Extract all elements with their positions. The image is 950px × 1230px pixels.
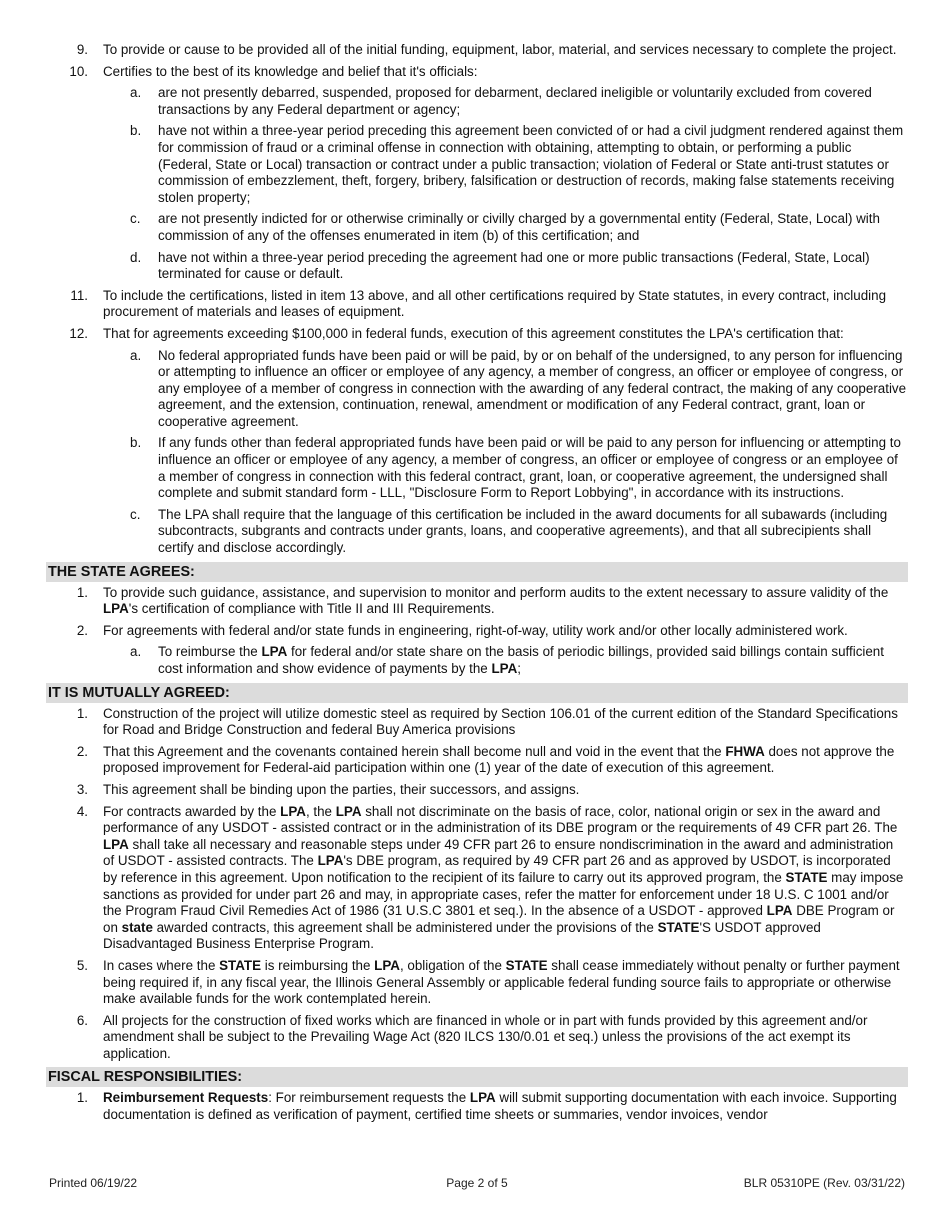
- list-item: 1. Construction of the project will utilize domestic steel as required by Section 106.01 of the current edition of the Standard Specifications for Road and Bridge Construction and federal Buy America provisions: [76, 705, 898, 738]
- sub-list-item: c. are not presently indicted for or otherwise criminally or civilly charged by a governmental entity (Federal, State, Local) with commission of any of the offenses enumerated in item (b) of this certification; and: [130, 211, 880, 243]
- sub-list-item: a. are not presently debarred, suspended, proposed for debarment, declared ineligible or voluntarily excluded from covered transactions by any Federal department or agency;: [130, 85, 872, 117]
- list-item: 5. In cases where the STATE is reimbursing the LPA, obligation of the STATE shall cease immediately without penalty or further payment being required if, in any fiscal year, the Illinois General Assembly or applicable federal funding source fails to appropriate or otherwise make available funds for the work contemplated herein.: [76, 957, 900, 1007]
- list-item: 11. To include the certifications, listed in item 13 above, and all other certifications required by State statutes, in every contract, including procurement of materials and leases of equipment.: [70, 287, 887, 320]
- list-item: 3. This agreement shall be binding upon the parties, their successors, and assigns.: [76, 781, 580, 797]
- sub-list-item: c. The LPA shall require that the language of this certification be included in the award documents for all subawards (including subcontracts, subgrants and contracts under grants, loans, and cooperative agreements), and that all subrecipients shall certify and disclose accordingly.: [130, 506, 888, 556]
- section-heading-state-agrees: THE STATE AGREES:: [46, 562, 908, 582]
- list-item: 9. To provide or cause to be provided all of the initial funding, equipment, labor, material, and services necessary to complete the project.: [76, 42, 897, 57]
- form-number: BLR 05310PE (Rev. 03/31/22): [743, 1176, 905, 1190]
- list-item: 4. For contracts awarded by the LPA, the LPA shall not discriminate on the basis of race, color, national origin or sex in the award and performance of any USDOT - assisted contract or in the administration of its DBE program or the requirements of 49 CFR part 26. The LPA shall take all necessary and reasonable steps under 49 CFR part 26 to ensure nondiscrimination in the award and administration of USDOT - assisted contracts. The LPA's DBE program, as required by 49 CFR part 26 and as approved by USDOT, is incorporated by reference in this agreement. Upon notification to the recipient of its failure to carry out its approved program, the STATE may impose sanctions as provided for under part 26 and may, in appropriate cases, refer the matter for enforcement under 18 U.S. C 1001 and/or the Program Fraud Civil Remedies Act of 1986 (31 U.S.C 3801 et seq.). In the absence of a USDOT - approved LPA DBE Program or on state awarded contracts, this agreement shall be administered under the provisions of the STATE'S USDOT approved Disadvantaged Business Enterprise Program.: [76, 803, 904, 952]
- sub-list-item: b. If any funds other than federal appropriated funds have been paid or will be paid to any person for influencing or attempting to influence an officer or employee of any agency, a member of congress, an officer or employee of congress or an employee of a member of congress in connection with this federal contract, grant, loan, or cooperative agreement, the undersigned shall complete and submit standard form - LLL, "Disclosure Form to Report Lobbying", in accordance with its instructions.: [130, 435, 901, 501]
- list-item: 2. For agreements with federal and/or state funds in engineering, right-of-way, utility work and/or other locally administered work.: [76, 622, 848, 638]
- sub-list-item: b. have not within a three-year period preceding this agreement been convicted of or had a civil judgment rendered against them for commission of fraud or a criminal offense in connection with obtaining, attempting to obtain, or performing a public (Federal, State or Local) transaction or contract under a public transaction; violation of Federal or State anti-trust statutes or commission of embezzlement, theft, forgery, bribery, falsification or destruction of records, making false statements receiving stolen property;: [130, 123, 904, 205]
- document-body: [46, 42, 908, 1129]
- list-item: 2. That this Agreement and the covenants contained herein shall become null and void in the event that the FHWA does not approve the proposed improvement for Federal-aid participation within one (1) year of the date of execution of this agreement.: [76, 743, 895, 776]
- list-item: 12. That for agreements exceeding $100,000 in federal funds, execution of this agreement constitutes the LPA's certification that:: [69, 325, 844, 341]
- printed-date: Printed 06/19/22: [49, 1176, 138, 1190]
- section-heading-fiscal-responsibilities: FISCAL RESPONSIBILITIES:: [46, 1067, 908, 1087]
- sub-list-item: a. No federal appropriated funds have been paid or will be paid, by or on behalf of the undersigned, to any person for influencing or attempting to influence an officer or employee of any agency, a member of congress, an officer or employee of congress, or any employee of a member of congress in connection with the awarding of any federal contract, the making of any cooperative agreement, and the extension, continuation, renewal, amendment or modification of any Federal contract, grant, loan or cooperative agreement.: [130, 347, 907, 429]
- page-number: Page 2 of 5: [446, 1176, 508, 1190]
- list-item: 10. Certifies to the best of its knowledge and belief that it's officials:: [69, 63, 478, 79]
- list-item: 1. To provide such guidance, assistance, and supervision to monitor and perform audits to the extent necessary to assure validity of the LPA's certification of compliance with Title II and III Requirements.: [76, 584, 889, 617]
- list-item: 1. Reimbursement Requests: For reimbursement requests the LPA will submit supporting documentation with each invoice. Supporting documentation is defined as verification of payment, certified time sheets or summaries, vendor invoices, vendor: [76, 1090, 897, 1123]
- sub-list-item: d. have not within a three-year period preceding the agreement had one or more public transactions (Federal, State, Local) terminated for cause or default.: [130, 249, 870, 282]
- list-item: 6. All projects for the construction of fixed works which are financed in whole or in part with funds provided by this agreement and/or amendment shall be subject to the Prevailing Wage Act (820 ILCS 130/0.01 et seq.) unless the provisions of the act exempt its application.: [76, 1012, 868, 1061]
- sub-list-item: a. To reimburse the LPA for federal and/or state share on the basis of periodic billings, provided said billings contain sufficient cost information and show evidence of payments by the LPA;: [130, 644, 884, 676]
- section-heading-mutually-agreed: IT IS MUTUALLY AGREED:: [46, 683, 908, 703]
